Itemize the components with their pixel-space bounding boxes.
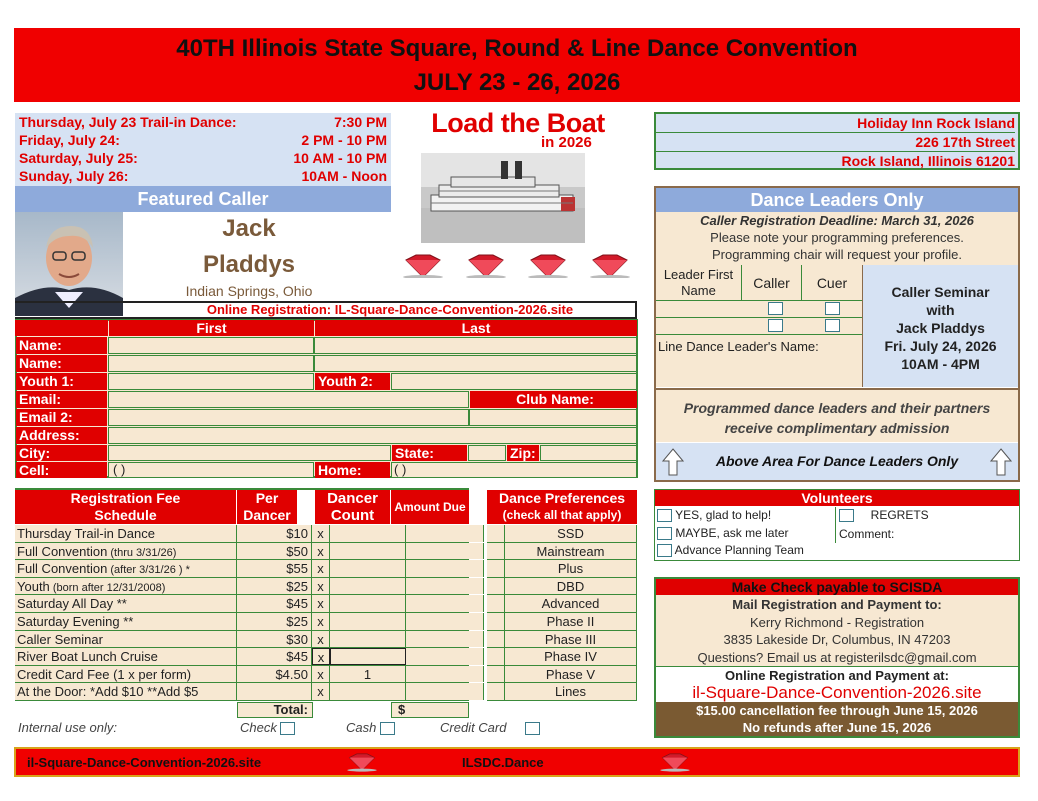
pref-checkbox[interactable]	[487, 578, 505, 595]
email2-input[interactable]	[108, 409, 469, 426]
pref-checkbox[interactable]	[487, 631, 505, 648]
zip-input[interactable]	[540, 445, 637, 461]
total-amount[interactable]: $	[391, 702, 469, 718]
city-input[interactable]	[108, 445, 391, 461]
footer-site-link[interactable]: il-Square-Dance-Convention-2026.site	[27, 755, 262, 770]
address-label: Address:	[16, 427, 107, 444]
leader-first-name-header: Leader First Name	[656, 265, 742, 301]
name2-first-input[interactable]	[108, 355, 314, 372]
count-input[interactable]	[330, 525, 406, 542]
dancer-count-header: Dancer Count	[315, 490, 390, 524]
volunteer-comment-label: Comment:	[839, 527, 895, 541]
volunteer-regrets: REGRETS	[839, 508, 929, 522]
table-row: Saturday Evening ** $25 x	[15, 613, 469, 631]
cell-input[interactable]: ( )	[108, 462, 314, 478]
amount-input[interactable]	[406, 683, 484, 700]
caller-column-header: Caller	[742, 265, 802, 301]
team-checkbox[interactable]	[657, 544, 672, 557]
per-dancer-header: Per Dancer	[237, 490, 297, 524]
refund-policy: $15.00 cancellation fee through June 15, 2026 No refunds after June 15, 2026	[656, 702, 1018, 736]
check-checkbox[interactable]	[280, 722, 295, 735]
credit-card-checkbox[interactable]	[525, 722, 540, 735]
table-row: River Boat Lunch Cruise $45 x	[15, 648, 469, 666]
caller-checkbox[interactable]	[768, 319, 783, 332]
amount-input[interactable]	[406, 543, 484, 560]
yes-checkbox[interactable]	[657, 509, 672, 522]
amount-input[interactable]	[406, 525, 484, 542]
cash-checkbox[interactable]	[380, 722, 395, 735]
list-item: Phase III	[487, 631, 637, 649]
city-label: City:	[16, 445, 107, 461]
internal-cash: Cash	[346, 720, 395, 735]
gem-icon	[658, 752, 692, 772]
regrets-checkbox[interactable]	[839, 509, 854, 522]
caller-city: Indian Springs, Ohio	[185, 283, 313, 299]
state-input[interactable]	[468, 445, 506, 461]
pref-checkbox[interactable]	[487, 560, 505, 577]
schedule-row: Friday, July 24: 2 PM - 10 PM	[19, 132, 387, 148]
gem-icon	[463, 254, 509, 278]
state-label: State:	[392, 445, 467, 461]
cuer-checkbox[interactable]	[825, 319, 840, 332]
amount-input[interactable]	[406, 613, 484, 630]
caller-checkbox[interactable]	[768, 302, 783, 315]
gem-icon	[525, 254, 571, 278]
page-title	[14, 28, 1020, 102]
complimentary-note: Programmed dance leaders and their partners receive complimentary admission	[656, 388, 1018, 442]
hotel-city: Rock Island, Illinois 61201	[841, 153, 1015, 169]
amount-due-header: Amount Due	[391, 490, 469, 524]
youth2-label: Youth 2:	[315, 373, 390, 390]
youth1-label: Youth 1:	[16, 373, 107, 390]
list-item: Mainstream	[487, 543, 637, 561]
payment-site-link[interactable]: il-Square-Dance-Convention-2026.site	[692, 683, 982, 702]
count-input[interactable]	[330, 631, 406, 648]
total-label: Total:	[237, 702, 313, 718]
riverboat-image	[421, 153, 585, 243]
boat-year: in 2026	[541, 134, 592, 151]
amount-input[interactable]	[406, 631, 484, 648]
name1-last-input[interactable]	[314, 337, 637, 354]
boat-title: Load the Boat	[431, 108, 605, 138]
count-input[interactable]	[330, 613, 406, 630]
volunteer-maybe: MAYBE, ask me later	[657, 526, 789, 540]
pref-checkbox[interactable]	[487, 648, 505, 665]
last-column-header: Last	[315, 320, 637, 336]
name-label: Name:	[16, 337, 107, 354]
list-item: Phase V	[487, 666, 637, 684]
fee-schedule-header: Registration Fee Schedule	[15, 490, 236, 524]
pref-checkbox[interactable]	[487, 595, 505, 612]
gem-icon	[587, 254, 633, 278]
arrow-up-icon	[990, 448, 1012, 476]
count-input[interactable]	[330, 595, 406, 612]
table-row: Saturday All Day ** $45 x	[15, 595, 469, 613]
amount-input[interactable]	[406, 578, 484, 595]
internal-check: Check	[240, 720, 295, 735]
club-name-input[interactable]	[469, 409, 637, 426]
schedule-row: Saturday, July 25: 10 AM - 10 PM	[19, 150, 387, 166]
cuer-column-header: Cuer	[802, 265, 862, 301]
volunteer-yes: YES, glad to help!	[657, 508, 771, 522]
amount-input[interactable]	[406, 560, 484, 577]
featured-caller-banner: Featured Caller	[15, 186, 391, 212]
dance-leaders-title: Dance Leaders Only	[656, 188, 1018, 212]
amount-input[interactable]	[406, 648, 484, 665]
count-input[interactable]: 1	[330, 666, 406, 683]
schedule-row: Thursday, July 23 Trail-in Dance: 7:30 PM	[19, 114, 387, 130]
table-row: Full Convention (thru 3/31/26) $50 x	[15, 543, 469, 561]
caller-seminar-info: Caller Seminar with Jack Pladdys Fri. July 24, 2026 10AM - 4PM	[862, 265, 1018, 387]
mailing-info: Mail Registration and Payment to: Kerry Richmond - Registration 3835 Lakeside Dr, Columbus, IN 47203 Questions? Email us at registerilsdc@gmail.com	[697, 597, 977, 665]
cell-label: Cell:	[16, 462, 107, 478]
home-label: Home:	[315, 462, 390, 478]
youth2-input[interactable]	[391, 373, 637, 390]
table-row: At the Door: *Add $10 **Add $5 x	[15, 683, 469, 701]
pref-checkbox[interactable]	[487, 683, 505, 700]
volunteer-team: Advance Planning Team	[657, 543, 804, 557]
count-input[interactable]	[330, 648, 406, 665]
amount-input[interactable]	[406, 666, 484, 683]
list-item: DBD	[487, 578, 637, 596]
gem-icon	[400, 254, 446, 278]
count-input[interactable]	[330, 683, 406, 700]
internal-use-label: Internal use only:	[18, 720, 118, 735]
zip-label: Zip:	[507, 445, 539, 461]
pref-checkbox[interactable]	[487, 543, 505, 560]
gem-icon	[345, 752, 379, 772]
internal-credit: Credit Card	[440, 720, 540, 735]
list-item: Phase IV	[487, 648, 637, 666]
address-input[interactable]	[108, 427, 637, 444]
table-row: Credit Card Fee (1 x per form) $4.50 x 1	[15, 666, 469, 684]
amount-input[interactable]	[406, 595, 484, 612]
line-dance-leader-label: Line Dance Leader's Name:	[658, 339, 819, 354]
table-row: Youth (born after 12/31/2008) $25 x	[15, 578, 469, 596]
maybe-checkbox[interactable]	[657, 527, 672, 540]
volunteers-title: Volunteers	[655, 490, 1019, 506]
home-input[interactable]: ( )	[391, 462, 637, 478]
dance-preferences-header: Dance Preferences (check all that apply)	[487, 490, 637, 524]
online-registration-link[interactable]: Online Registration: IL-Square-Dance-Convention-2026.site	[15, 301, 637, 319]
schedule-row: Sunday, July 26: 10AM - Noon	[19, 168, 387, 184]
first-column-header: First	[109, 320, 314, 336]
footer-dance-link[interactable]: ILSDC.Dance	[462, 755, 544, 770]
event-schedule	[15, 113, 391, 186]
title-line-2: JULY 23 - 26, 2026	[413, 69, 621, 96]
above-area-note: Above Area For Dance Leaders Only	[656, 443, 1018, 480]
hotel-info	[654, 112, 1020, 170]
count-input[interactable]	[330, 578, 406, 595]
name2-last-input[interactable]	[314, 355, 637, 372]
name1-first-input[interactable]	[108, 337, 314, 354]
pref-checkbox[interactable]	[487, 613, 505, 630]
pref-checkbox[interactable]	[487, 525, 505, 542]
list-item: Plus	[487, 560, 637, 578]
count-input[interactable]	[330, 543, 406, 560]
list-item: Lines	[487, 683, 637, 701]
online-payment-label: Online Registration and Payment at:	[725, 668, 949, 683]
email-input[interactable]	[108, 391, 469, 408]
arrow-up-icon	[662, 448, 684, 476]
name-label: Name:	[16, 355, 107, 372]
hotel-name: Holiday Inn Rock Island	[656, 114, 1015, 133]
club-name-label: Club Name:	[470, 391, 637, 408]
youth1-input[interactable]	[108, 373, 314, 390]
fee-table	[15, 525, 469, 701]
table-row: Full Convention (after 3/31/26 ) * $55 x	[15, 560, 469, 578]
pref-checkbox[interactable]	[487, 666, 505, 683]
hotel-street: 226 17th Street	[656, 133, 1015, 152]
payable-to: Make Check payable to SCISDA	[656, 579, 1018, 595]
cuer-checkbox[interactable]	[825, 302, 840, 315]
email2-label: Email 2:	[16, 409, 107, 426]
table-row: Thursday Trail-in Dance $10 x	[15, 525, 469, 543]
list-item: Advanced	[487, 595, 637, 613]
caller-name: Jack Pladdys	[202, 215, 296, 278]
count-input[interactable]	[330, 560, 406, 577]
dance-leaders-note: Caller Registration Deadline: March 31, 2026 Please note your programming preferences. Programming chair will request your profile.	[656, 212, 1018, 265]
dance-preferences-list	[487, 525, 637, 701]
list-item: SSD	[487, 525, 637, 543]
email-label: Email:	[16, 391, 107, 408]
list-item: Phase II	[487, 613, 637, 631]
title-line-1: 40TH Illinois State Square, Round & Line Dance Convention	[176, 35, 858, 62]
table-row: Caller Seminar $30 x	[15, 631, 469, 649]
